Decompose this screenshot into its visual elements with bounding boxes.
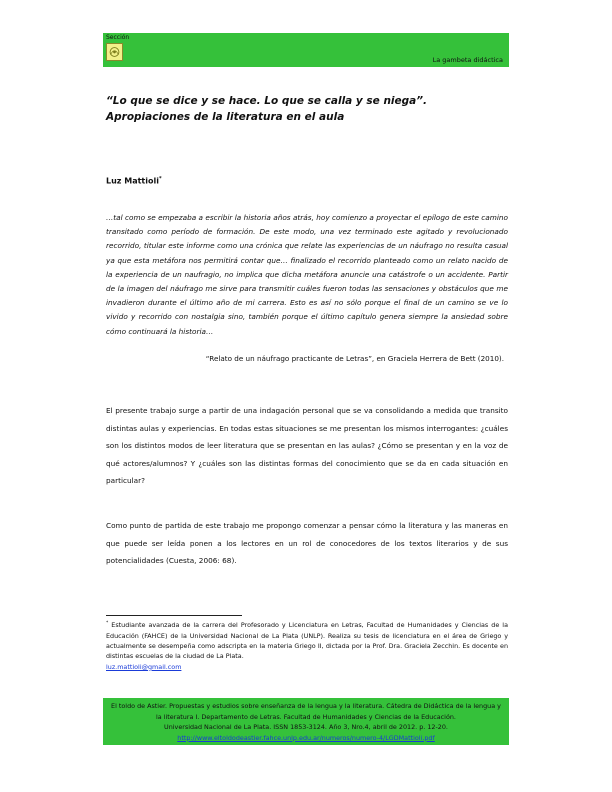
footnote xyxy=(106,619,508,672)
footer-journal-info: El toldo de Astier. Propuestas y estudios sobre enseñanza de la lengua y la literatura. Cátedra de Didáctica de la lengua y la literatura I. Departamento de Letras. Facultad de Humanidades y Ciencias de la Educación. xyxy=(111,702,501,721)
footer-article-link[interactable]: http://www.eltoldodeastier.fahce.unlp.edu.ar/numeros/numero-4/LGDMattioli.pdf xyxy=(177,733,435,742)
author-line xyxy=(106,176,162,186)
section-name: La gambeta didáctica xyxy=(432,56,503,64)
footnote-divider xyxy=(106,615,242,616)
journal-logo-icon xyxy=(106,43,123,61)
footnote-mark: * xyxy=(106,621,109,626)
footnote-text: Estudiante avanzada de la carrera del Profesorado y Licenciatura en Letras, Facultad de Humanidades y Ciencias de la Educación (FAHCE) de la Universidad Nacional de La Plata (UNLP). Realiza su tesis de licenciatura en el área de Griego y actualmente se desempeña como adscripta en la materia Griego II, dictada por la Prof. Dra. Graciela Zecchin. Es docente en distintas escuelas de la ciudad de La Plata. xyxy=(106,621,508,661)
author-email-link[interactable]: luz.mattioli@gmail.com xyxy=(106,662,182,671)
section-label: Sección xyxy=(106,34,130,41)
epigraph-citation: “Relato de un náufrago practicante de Letras”, en Graciela Herrera de Bett (2010). xyxy=(205,354,504,363)
author-name: Luz Mattioli xyxy=(106,176,159,186)
footer-issn-info: Universidad Nacional de La Plata. ISSN 1853-3124. Año 3, Nro.4, abril de 2012. p. 12-20. xyxy=(164,723,448,731)
body-paragraph: Como punto de partida de este trabajo me propongo comenzar a pensar cómo la literatura y las maneras en que puede ser leída ponen a los lectores en un rol de conocedores de los textos literarios y de sus potencialidades (Cuesta, 2006: 68). xyxy=(106,521,508,565)
author-footnote-mark[interactable]: * xyxy=(158,176,162,182)
body-paragraph: El presente trabajo surge a partir de una indagación personal que se va consolidando a medida que transito distintas aulas y experiencias. En todas estas situaciones se me presentan los mismos interrogantes: ¿cuáles son los distintos modos de leer literatura que se presentan en las aulas? ¿Cómo se presentan y en la voz de qué actores/alumnos? Y ¿cuáles son las distintas formas del conocimiento que se da en cada situación en particular? xyxy=(106,406,508,485)
article-title: “Lo que se dice y se hace. Lo que se calla y se niega”. Apropiaciones de la literatura en el aula xyxy=(106,95,427,123)
footer-band xyxy=(103,698,509,745)
epigraph: …tal como se empezaba a escribir la historia años atrás, hoy comienzo a proyectar el epílogo de este camino transitado como período de formación. De este modo, una vez terminado este agitado y revolucionado recorrido, titular este informe como una crónica que relate las experiencias de un náufrago no resulta casual ya que esta metáfora nos permitirá contar que… finalizado el recorrido planteado como un relato nacido de la experiencia de un naufragio, no implica que dicha metáfora anuncie una catástrofe o un accidente. Partir de la imagen del náufrago me sirve para transmitir cuáles fueron todas las sensaciones y obstáculos que me invadieron durante el último año de mi carrera. Esto es así no sólo porque el final de un camino se ve lo vivido y recorrido con nostalgia sino, también porque el último capítulo genera siempre la ansiedad sobre cómo continuará la historia… xyxy=(106,213,508,336)
header-band xyxy=(103,33,509,67)
